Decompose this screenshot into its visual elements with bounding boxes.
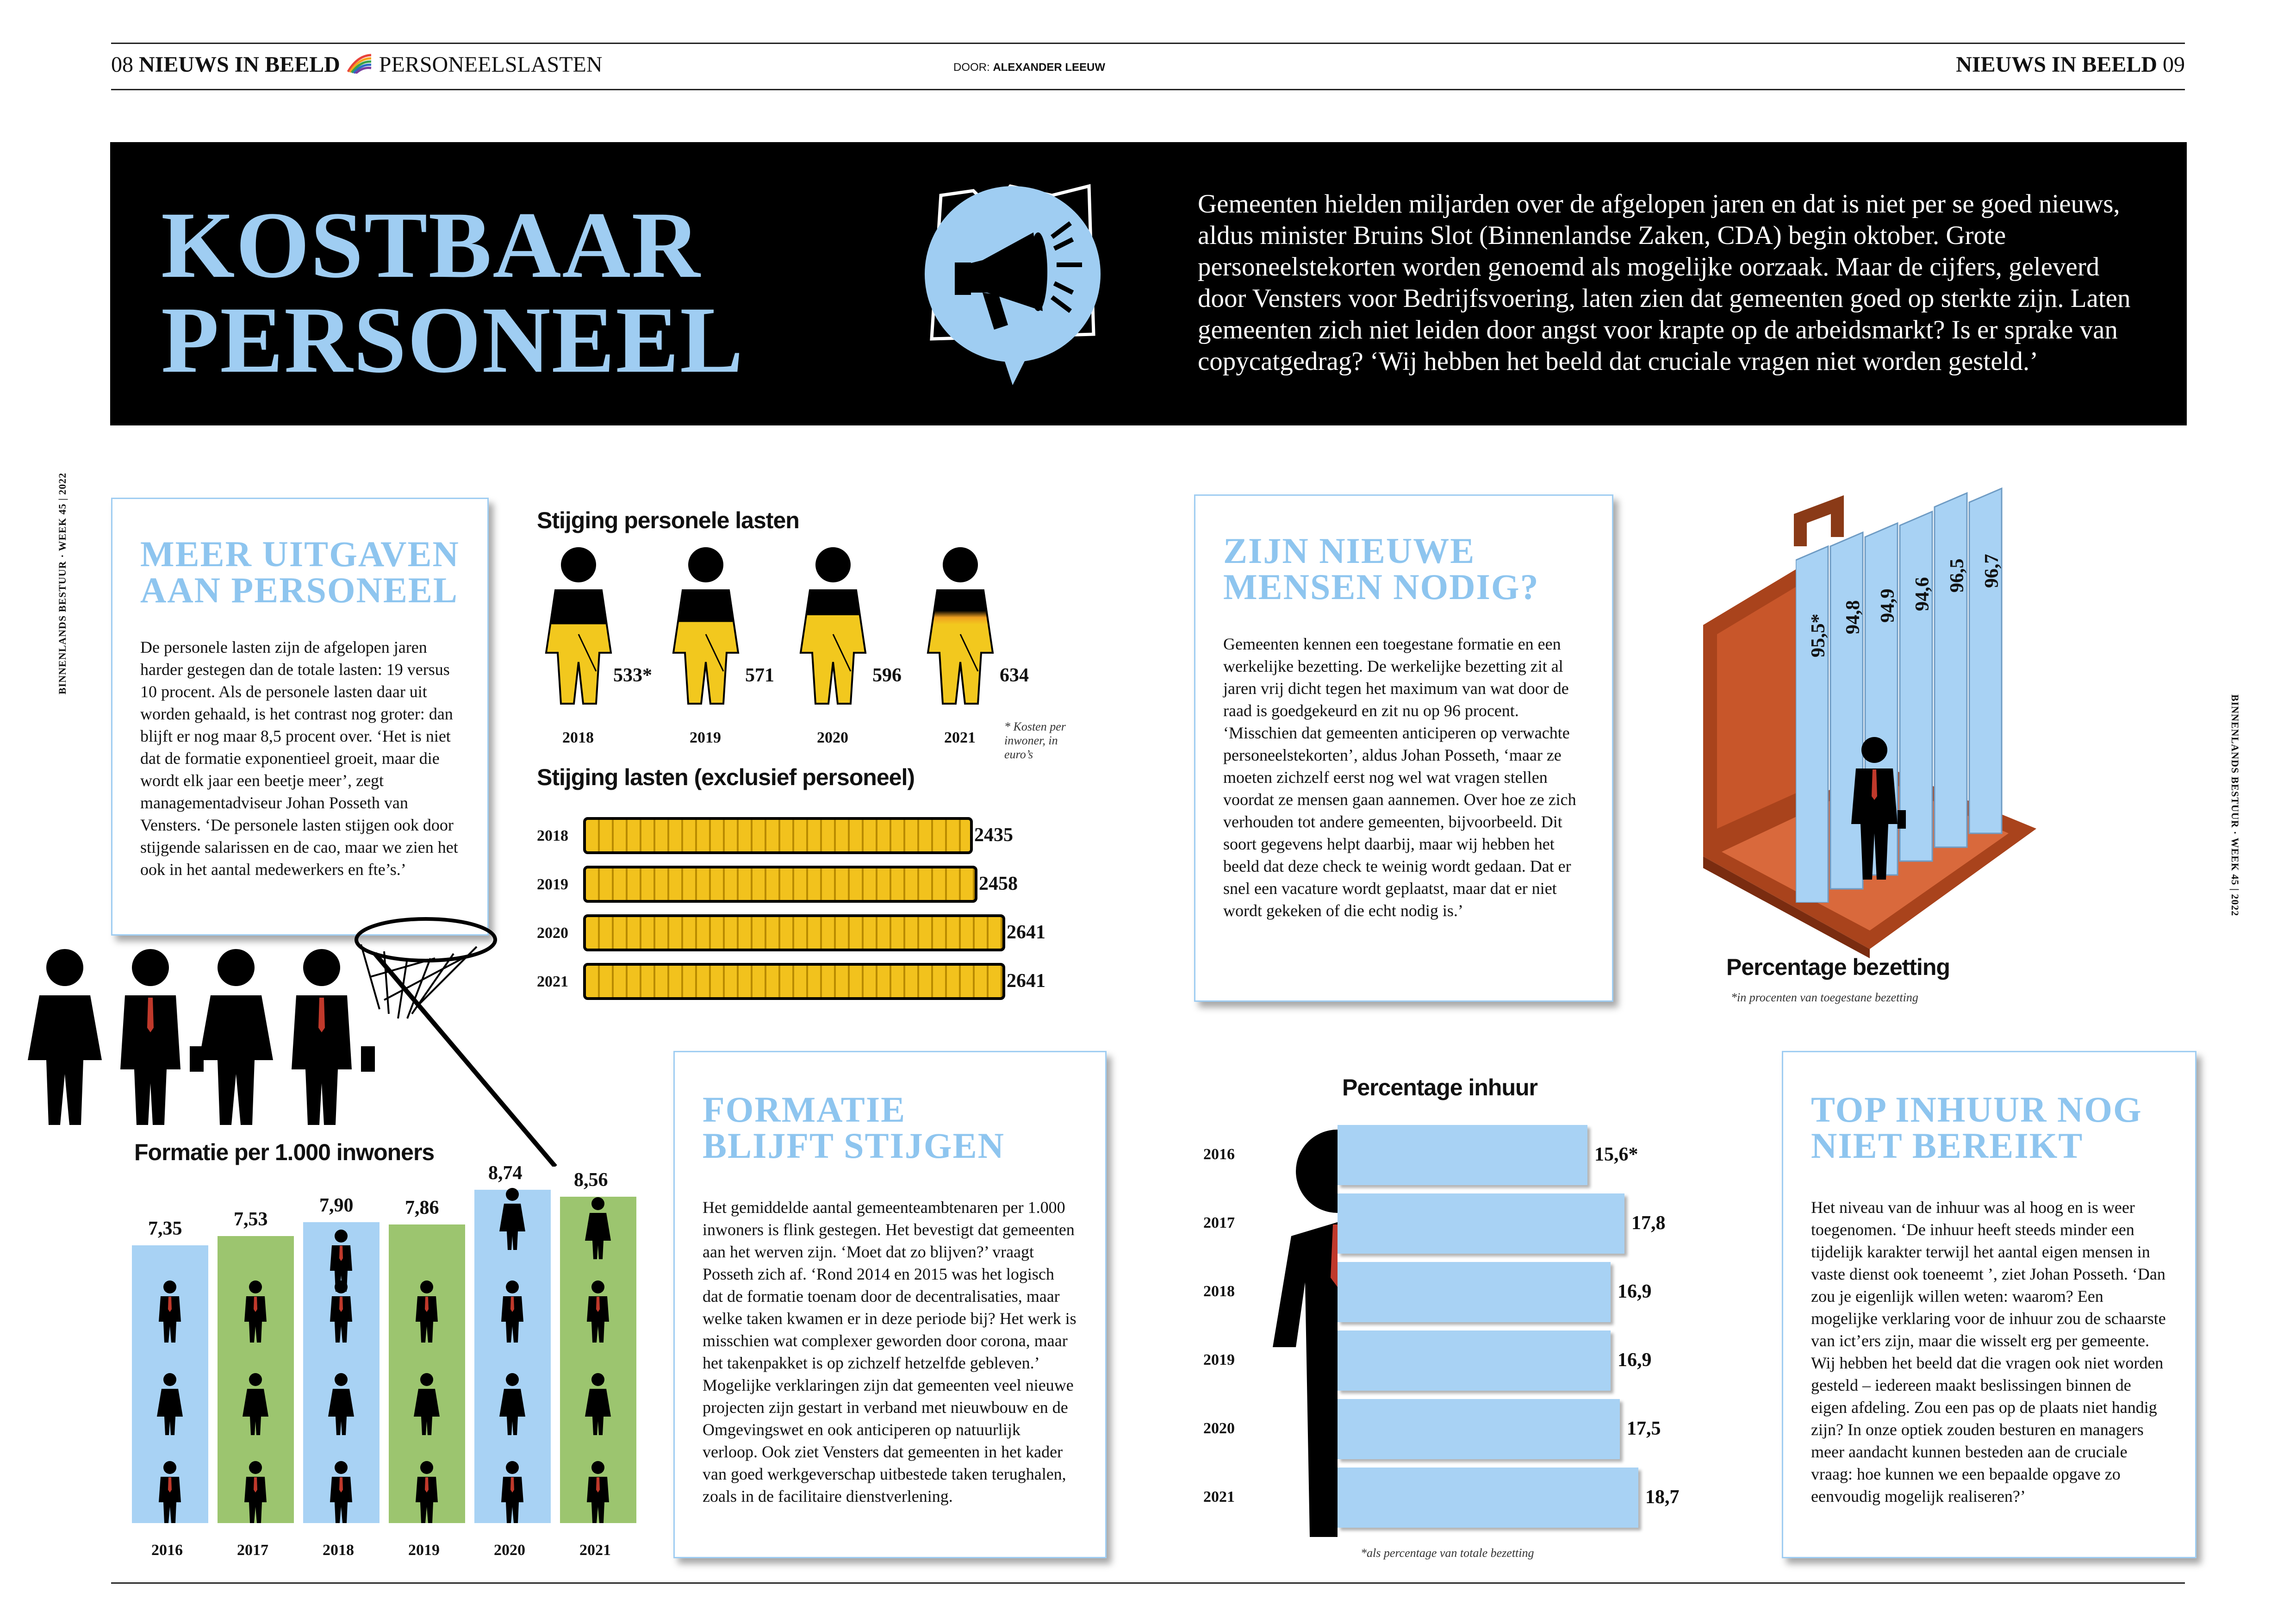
chart2-year-2020: 2020 [537, 924, 568, 942]
box-formatie [673, 1051, 1107, 1558]
byline [953, 61, 1105, 74]
chart3-year-2017: 2017 [237, 1542, 268, 1559]
bottom-rule [111, 1582, 2185, 1584]
box2-title-1: ZIJN NIEUWE [1223, 531, 1475, 571]
chart5-year-2020: 2020 [1203, 1420, 1235, 1437]
box2-text: Gemeenten kennen een toegestane formatie en een werkelijke bezetting. De werkelijke bezetting zit al jaren vrij dicht tegen het maximum van wat door de raad is goedgekeurd en zit nu op 96 procent. ‘Misschien dat gemeenten anticiperen op verwachte personeelstekorten’, aldus Johan Posseth, ‘maar ze moeten zichzelf eerst nog wel wat vragen stellen voordat ze mensen gaan aannemen. Over hoe ze zich verhouden tot andere gemeenten, bijvoorbeeld. Dit soort gegevens helpt daarbij, maar wij hebben het beeld dat deze check te weinig wordt gedaan. Dat er snel een vacature wordt geplaatst, maar dat er niet wordt gekeken of die echt nodig is.’ [1223, 635, 1576, 920]
chart3-label-2021: 8,56 [574, 1169, 608, 1191]
section-name-right: NIEUWS IN BEELD [1956, 52, 2157, 77]
chart2-label-2020: 2641 [1007, 922, 1045, 943]
chart2-bar-2020 [583, 914, 1005, 951]
chart2-label-2019: 2458 [979, 873, 1018, 894]
chart1 [541, 546, 1051, 759]
chart5-note: *als percentage van totale bezetting [1361, 1546, 1534, 1560]
chart4-label-4: 94,6 [1912, 577, 1933, 611]
chart5-label-2017: 17,8 [1631, 1212, 1666, 1234]
byline-author: ALEXANDER LEEUW [993, 61, 1106, 74]
chart2-bar-2019 [583, 866, 977, 903]
chart1-figure-2020 [796, 546, 907, 715]
chart4-label-2: 94,8 [1842, 600, 1864, 634]
box4-text: Het niveau van de inhuur was al hoog en is weer toegenomen. ‘De inhuur heeft steeds minder een tijdelijk karakter terwijl het aantal eigen mensen in vaste dienst ook toeneemt ’, ziet Johan Posseth. ‘Dan zou je eigenlijk willen weten: waarom? Een mogelijke verklaring voor de inhuur zou de schaarste van ict’ers zijn, maar die wisselt erg per gemeente. Wij hebben het beeld dat die vragen ook niet worden gesteld – iedereen maakt beslissingen binnen de eigen afdeling. Zou een pas op de plaats niet handig zijn? In onze optiek zouden besturen en managers meer aandacht kunnen besteden aan de cruciale vraag: hoe kunnen we een bepaalde opgave zo eenvoudig mogelijk realiseren?’ [1811, 1198, 2166, 1505]
chart5-title: Percentage inhuur [1342, 1074, 1537, 1100]
megaphone-icon [913, 181, 1112, 392]
chart2-label-2021: 2641 [1007, 970, 1045, 992]
box2-title-2: MENSEN NODIG? [1223, 567, 1539, 607]
box-top-inhuur [1782, 1051, 2196, 1558]
banner-title [161, 193, 744, 393]
chart4-bar-5 [1935, 493, 1967, 847]
chart5-bar-2018 [1338, 1262, 1611, 1322]
chart4-bar-6 [1969, 488, 2002, 833]
chart1-figure-2021 [923, 546, 1034, 715]
chart2-label-2018: 2435 [974, 824, 1013, 846]
box3-title-2: BLIJFT STIJGEN [703, 1125, 1005, 1166]
box-nieuwe-mensen [1194, 494, 1613, 1002]
box4-title-1: TOP INHUUR NOG [1811, 1089, 2142, 1130]
box3-text: Het gemiddelde aantal gemeenteambtenaren per 1.000 inwoners is flink gestegen. Het bevestigt dat gemeenten aan het werven zijn. ‘Moet dat zo blijven?’ vraagt Posseth zich af. ‘Rond 2014 en 2015 was het logisch dat de formatie toenam door de decentralisaties, maar welke taken kwamen er in deze periode bij? Het werk is misschien wat complexer geworden door corona, maar het takenpakket is op zichzelf hetzelfde gebleven.’ Mogelijke verklaringen zijn dat gemeenten veel nieuwe projecten zijn gestart in verband met nieuwbouw en de Omgevingswet en ook anticiperen op natuurlijk verloop. Ook ziet Vensters dat gemeenten in het kader van goed werkgeverschap uitbestede taken terughalen, zoals in de facilitaire dienstverlening. [703, 1198, 1076, 1505]
chart3-label-2020: 8,74 [488, 1162, 523, 1184]
banner [110, 142, 2187, 425]
title-line-2: PERSONEEL [161, 287, 744, 393]
chart5-year-2018: 2018 [1203, 1283, 1235, 1300]
chart3-title: Formatie per 1.000 inwoners [134, 1139, 435, 1165]
chart1-title: Stijging personele lasten [537, 507, 799, 533]
chart2 [537, 808, 1115, 1007]
box-meer-uitgaven [111, 498, 489, 936]
chart5-year-2021: 2021 [1203, 1488, 1235, 1505]
chart3-label-2016: 7,35 [148, 1218, 182, 1239]
header-rule [111, 89, 2185, 90]
chart4-bar-1 [1796, 546, 1828, 903]
banner-intro: Gemeenten hielden miljarden over de afgelopen jaren en dat is niet per se goed nieuws, aldus minister Bruins Slot (Binnenlandse Zaken, CDA) begin oktober. Grote personeelstekorten worden genoemd als mogelijke oorzaak. Maar de cijfers, geleverd door Vensters voor Bedrijfsvoering, laten zien dat gemeenten goed op sterkte zijn. Laten gemeenten zich niet leiden door angst voor krapte op de arbeidsmarkt? Is er sprake van copycatgedrag? ‘Wij hebben het beeld dat cruciale vragen niet worden gesteld.’ [1198, 189, 2131, 376]
chart2-bar-2018 [583, 817, 973, 854]
chart4-title: Percentage bezetting [1726, 954, 1950, 980]
chart4-note: *in procenten van toegestane bezetting [1731, 991, 1918, 1004]
box2-title [1223, 533, 1584, 605]
chart5-bar-2017 [1338, 1193, 1624, 1254]
rainbow-icon [346, 53, 373, 74]
chart5-bar-2019 [1338, 1330, 1611, 1391]
box1-title-2: AAN PERSONEEL [140, 570, 458, 610]
side-label-left: BINNENLANDS BESTUUR · WEEK 45 | 2022 [56, 472, 68, 694]
box4-title-2: NIET BEREIKT [1811, 1125, 2084, 1166]
header-left [111, 52, 603, 77]
box1-text: De personele lasten zijn de afgelopen jaren harder gestegen dan de totale lasten: 19 versus 10 procent. Als de personele lasten daar uit worden gehaald, is het contrast nog groter: dan blijft er nog maar 8,5 procent over. ‘Het is niet dat de formatie exponentieel groeit, maar die wordt elk jaar een beetje meer’, zegt managementadviseur Johan Posseth van Vensters. ‘De personele lasten stijgen ook door stijgende salarissen en de cao, maar we zien het ook in het aantal medewerkers en fte’s.’ [140, 638, 458, 879]
chart4-label-6: 96,7 [1981, 554, 2003, 588]
people-net-illustration [19, 907, 583, 1169]
box1-title [140, 536, 460, 608]
chart5-bar-2021 [1338, 1468, 1638, 1528]
chart2-title: Stijging lasten (exclusief personeel) [537, 764, 915, 790]
box4-title [1811, 1089, 2167, 1166]
chart3-year-2018: 2018 [323, 1542, 354, 1559]
chart3-people-icons [132, 1176, 646, 1528]
chart3-year-2016: 2016 [151, 1542, 183, 1559]
top-rule [111, 43, 2185, 44]
chart4-label-1: 95,5* [1808, 613, 1829, 657]
chart2-year-2021: 2021 [537, 973, 568, 990]
section-name: NIEUWS IN BEELD [139, 52, 340, 77]
chart3 [132, 1162, 646, 1583]
chart5-bar-2020 [1338, 1399, 1620, 1459]
chart3-label-2018: 7,90 [319, 1195, 354, 1216]
chart1-figure-2018 [541, 546, 653, 715]
chart1-year-2019: 2019 [690, 729, 721, 746]
chart5-label-2016: 15,6* [1594, 1144, 1638, 1165]
chart1-label-2019: 571 [745, 665, 774, 686]
page-number-left: 08 [111, 52, 133, 77]
chart1-year-2018: 2018 [562, 729, 594, 746]
chart1-figure-2019 [669, 546, 780, 715]
chart3-year-2020: 2020 [494, 1542, 525, 1559]
title-line-1: KOSTBAAR [161, 193, 701, 298]
box3-title-1: FORMATIE [703, 1089, 906, 1130]
chart1-year-2020: 2020 [817, 729, 848, 746]
chart3-year-2019: 2019 [408, 1542, 440, 1559]
side-label-right: BINNENLANDS BESTUUR · WEEK 45 | 2022 [2229, 694, 2241, 917]
chart5-year-2019: 2019 [1203, 1351, 1235, 1368]
chart4-bars [1796, 486, 2073, 903]
topic: PERSONEELSLASTEN [379, 52, 603, 77]
chart2-year-2018: 2018 [537, 827, 568, 844]
header-right [1956, 52, 2185, 77]
chart5-label-2019: 16,9 [1618, 1349, 1652, 1371]
businessman-icon [1842, 736, 1907, 887]
chart4-label-3: 94,9 [1877, 588, 1898, 623]
chart2-bar-2021 [583, 963, 1005, 1000]
chart1-label-2021: 634 [1000, 665, 1029, 686]
chart3-label-2017: 7,53 [234, 1209, 268, 1230]
chart4-label-5: 96,5 [1947, 558, 1968, 593]
byline-prefix: DOOR: [953, 61, 990, 74]
chart2-year-2019: 2019 [537, 876, 568, 893]
chart5-label-2021: 18,7 [1645, 1487, 1680, 1508]
chart5-label-2020: 17,5 [1627, 1418, 1661, 1439]
chart1-label-2018: 533* [613, 665, 652, 686]
box3-title [703, 1089, 1077, 1166]
box1-title-1: MEER UITGAVEN [140, 534, 460, 574]
chart3-year-2021: 2021 [579, 1542, 611, 1559]
chart5-label-2018: 16,9 [1618, 1281, 1652, 1302]
chart5-year-2016: 2016 [1203, 1146, 1235, 1163]
page-number-right: 09 [2163, 52, 2185, 77]
chart3-label-2019: 7,86 [405, 1197, 439, 1218]
chart1-note: * Kosten per inwoner, in euro’s [1004, 720, 1066, 761]
chart1-label-2020: 596 [872, 665, 902, 686]
chart5-bar-2016 [1338, 1125, 1587, 1185]
chart5-year-2017: 2017 [1203, 1214, 1235, 1231]
chart1-year-2021: 2021 [944, 729, 976, 746]
chart5 [1203, 1116, 1736, 1555]
